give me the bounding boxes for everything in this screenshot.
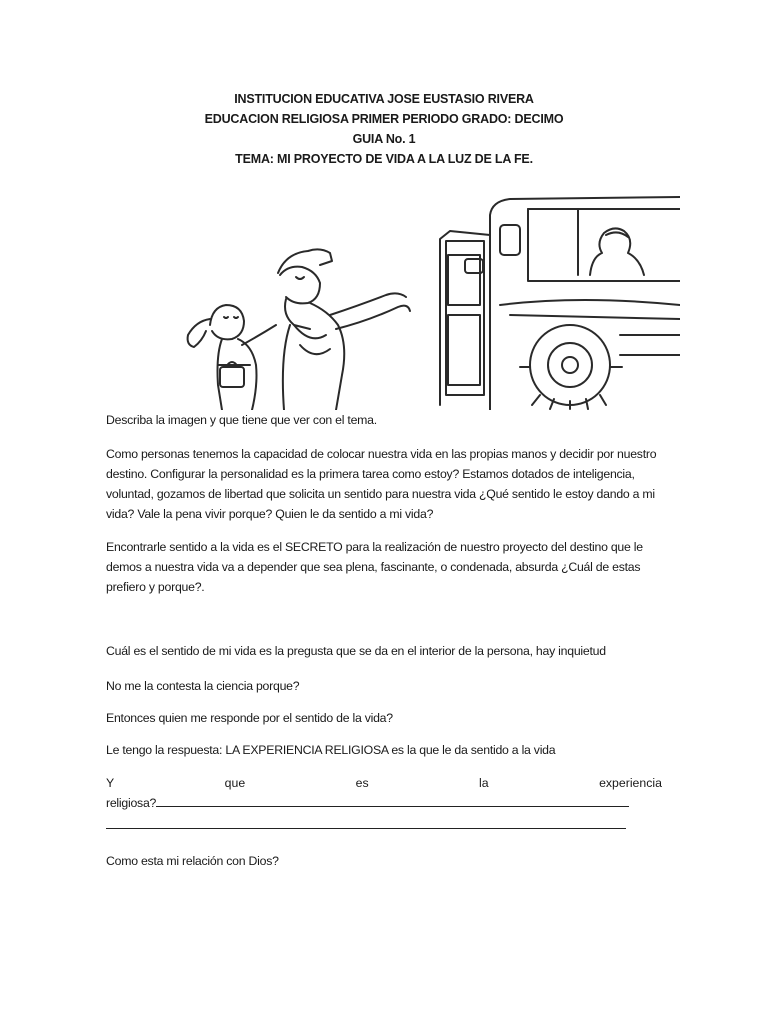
document-header bbox=[0, 89, 768, 169]
answer-blank-line[interactable] bbox=[156, 793, 629, 807]
institution-name: INSTITUCION EDUCATIVA JOSE EUSTASIO RIVERA bbox=[234, 92, 534, 106]
question-word-religiosa: religiosa? bbox=[106, 796, 157, 810]
question-religious-experience-line2 bbox=[106, 793, 666, 813]
word: es bbox=[355, 776, 369, 790]
word: Y bbox=[106, 776, 115, 790]
question-science: No me la contesta la ciencia porque? bbox=[106, 679, 300, 693]
answer-blank-row bbox=[106, 815, 666, 835]
paragraph-meaning-question: Cuál es el sentido de mi vida es la pregusta que se da en el interior de la persona, hay inquietud bbox=[106, 644, 606, 658]
guide-number: GUIA No. 1 bbox=[352, 132, 416, 146]
answer-blank-line-2[interactable] bbox=[106, 815, 626, 829]
word: la bbox=[479, 776, 489, 790]
instruction-describe: Describa la imagen y que tiene que ver con el tema. bbox=[106, 413, 377, 427]
word: que bbox=[224, 776, 246, 790]
bus-children-illustration-icon bbox=[160, 195, 680, 410]
question-relation-god: Como esta mi relación con Dios? bbox=[106, 854, 279, 868]
question-who-answers: Entonces quien me responde por el sentido de la vida? bbox=[106, 711, 393, 725]
word: experiencia bbox=[599, 776, 662, 790]
question-religious-experience-line1 bbox=[106, 773, 662, 793]
paragraph-personal-capacity: Como personas tenemos la capacidad de colocar nuestra vida en las propias manos y decidir por nuestro destino. Configurar la personalidad es la primera tarea como estoy? Estamos dotados de inteligencia, voluntad, gozamos de libertad que solicita un sentido para nuestra vida ¿Qué sentido le estoy dando a mi vida? Vale la pena vivir porque? Quien le da sentido a mi vida? bbox=[106, 447, 657, 521]
course-line: EDUCACION RELIGIOSA PRIMER PERIODO GRADO: DECIMO bbox=[204, 112, 564, 126]
answer-religious-experience: Le tengo la respuesta: LA EXPERIENCIA RELIGIOSA es la que le da sentido a la vida bbox=[106, 743, 556, 757]
topic-title: TEMA: MI PROYECTO DE VIDA A LA LUZ DE LA FE. bbox=[235, 152, 533, 166]
paragraph-secret-meaning: Encontrarle sentido a la vida es el SECRETO para la realización de nuestro proyecto del destino que le demos a nuestra vida va a depender que sea plena, fascinante, o condenada, absurda ¿Cuál de estas prefiero y porque?. bbox=[106, 540, 643, 594]
